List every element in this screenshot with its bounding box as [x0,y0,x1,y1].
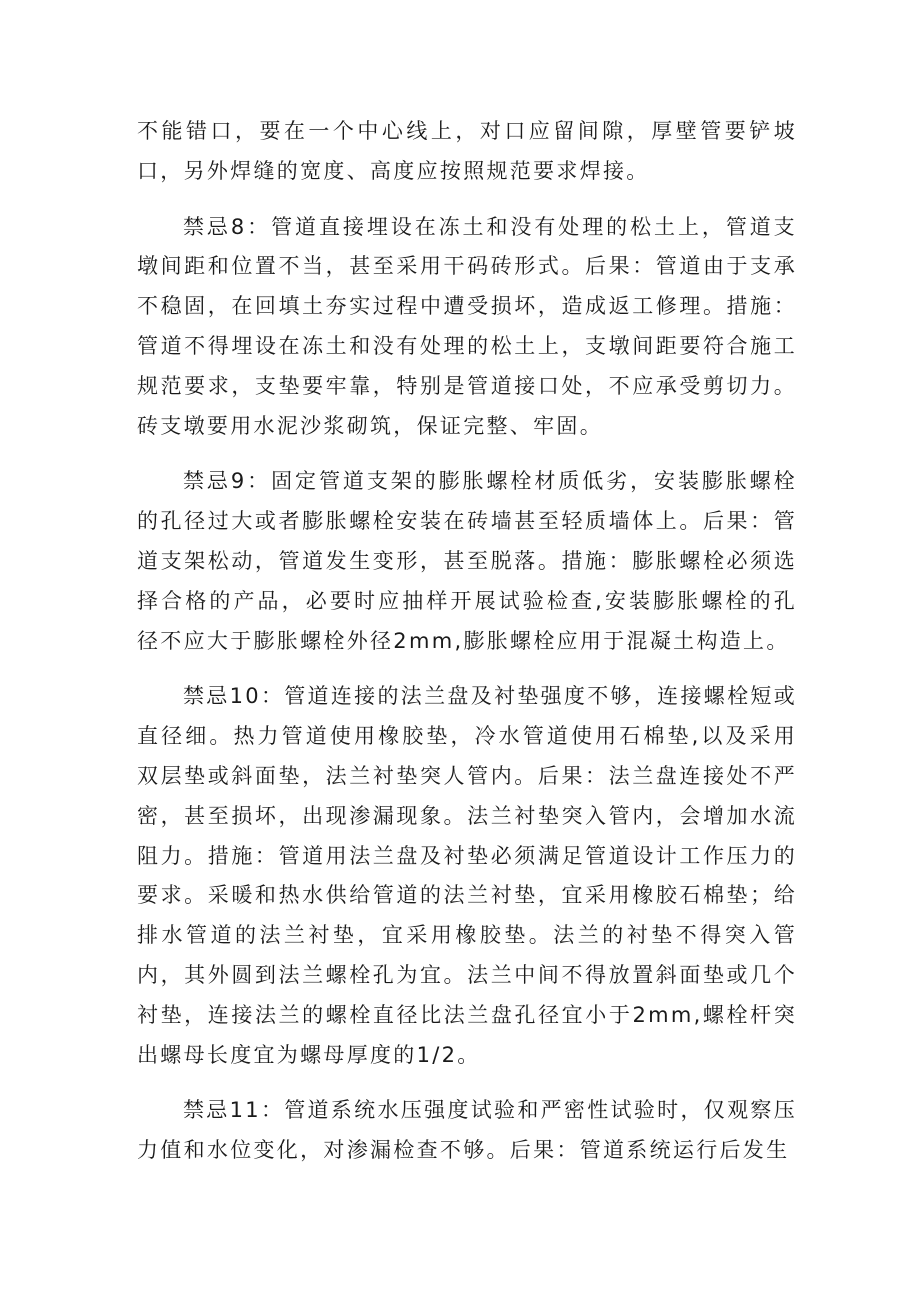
paragraph-taboo-8: 禁忌8：管道直接埋设在冻土和没有处理的松土上，管道支墩间距和位置不当，甚至采用干码砖形式。后果：管道由于支承不稳固，在回填土夯实过程中遭受损坏，造成返工修理。措施：管道不得埋设在冻土和没有处理的松土上，支墩间距要符合施工规范要求，支垫要牢靠，特别是管道接口处，不应承受剪切力。砖支墩要用水泥沙浆砌筑，保证完整、牢固。 [137,214,797,438]
document-body [137,112,797,1171]
paragraph-taboo-10: 禁忌10：管道连接的法兰盘及衬垫强度不够，连接螺栓短或直径细。热力管道使用橡胶垫，冷水管道使用石棉垫,以及采用双层垫或斜面垫，法兰衬垫突人管内。后果：法兰盘连接处不严密，甚至损坏，出现渗漏现象。法兰衬垫突入管内，会增加水流阻力。措施：管道用法兰盘及衬垫必须满足管道设计工作压力的要求。采暖和热水供给管道的法兰衬垫，宜采用橡胶石棉垫；给排水管道的法兰衬垫，宜采用橡胶垫。法兰的衬垫不得突入管内，其外圆到法兰螺栓孔为宜。法兰中间不得放置斜面垫或几个衬垫，连接法兰的螺栓直径比法兰盘孔径宜小于2mm,螺栓杆突出螺母长度宜为螺母厚度的1/2。 [137,684,797,1067]
paragraph-continuation: 不能错口，要在一个中心线上，对口应留间隙，厚壁管要铲坡口，另外焊缝的宽度、高度应按照规范要求焊接。 [137,119,797,183]
paragraph-taboo-9: 禁忌9：固定管道支架的膨胀螺栓材质低劣，安装膨胀螺栓的孔径过大或者膨胀螺栓安装在砖墙甚至轻质墙体上。后果：管道支架松动，管道发生变形，甚至脱落。措施：膨胀螺栓必须选择合格的产品，必要时应抽样开展试验检查,安装膨胀螺栓的孔径不应大于膨胀螺栓外径2mm,膨胀螺栓应用于混凝土构造上。 [137,469,797,653]
paragraph-taboo-11: 禁忌11：管道系统水压强度试验和严密性试验时，仅观察压力值和水位变化，对渗漏检查不够。后果：管道系统运行后发生 [137,1098,797,1163]
